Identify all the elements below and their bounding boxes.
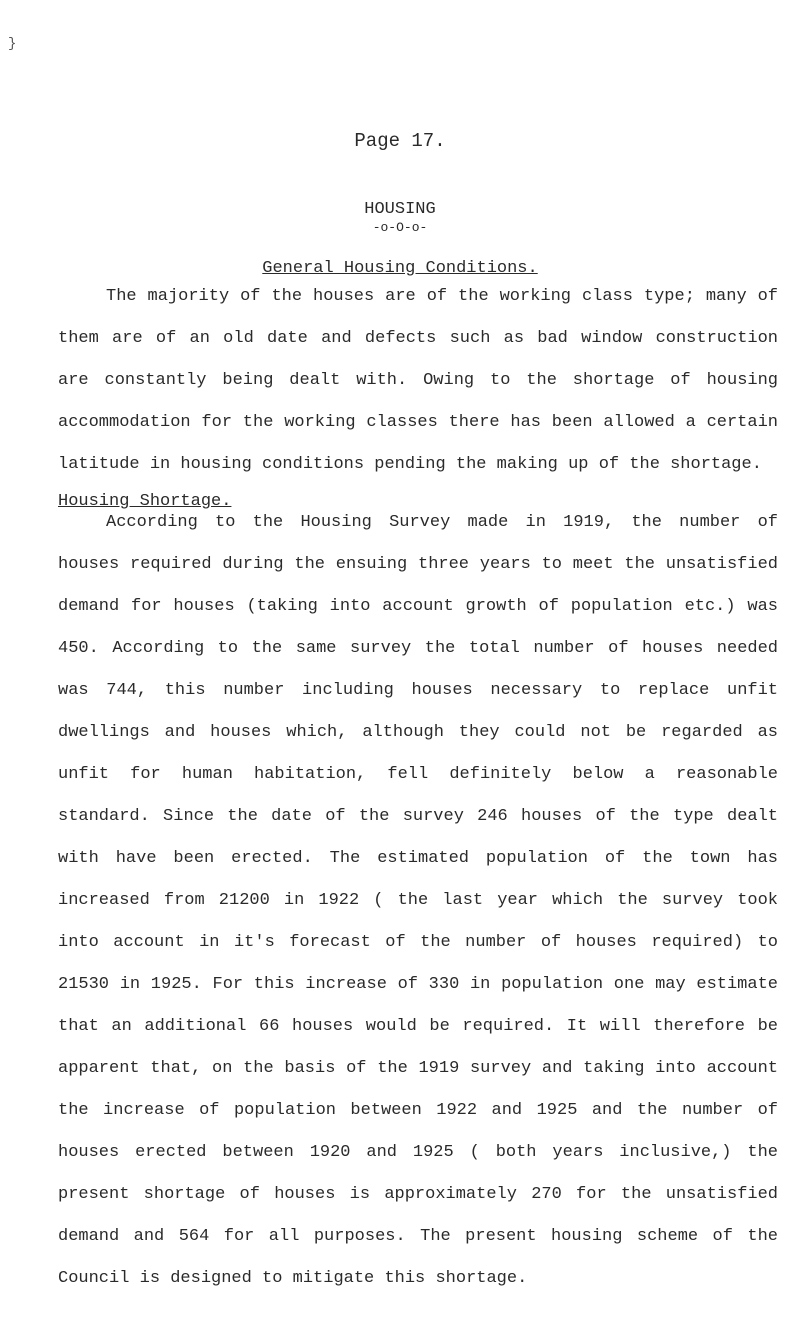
page-number: Page 17. bbox=[354, 130, 446, 152]
subsection-title: General Housing Conditions. bbox=[262, 259, 538, 278]
section-divider: -o-O-o- bbox=[372, 220, 428, 235]
section-title: HOUSING bbox=[364, 200, 436, 219]
side-heading-housing-shortage: Housing Shortage. bbox=[58, 492, 232, 511]
paragraph-housing-shortage: According to the Housing Survey made in 1919, the number of houses required during the ensuing three years to meet the unsatisfied demand for houses (taking into account growth of population etc.) was 450. According to the same survey the total number of houses needed was 744, this number including houses necessary to replace unfit dwellings and houses which, although they could not be regarded as unfit for human habitation, fell definitely below a reasonable standard. Since the date of the survey 246 houses of the type dealt with have been erected. The estimated population of the town has increased from 21200 in 1922 ( the last year which the survey took into account in it's forecast of the number of houses required) to 21530 in 1925. For this increase of 330 in population one may estimate that an additional 66 houses would be required. It will therefore be apparent that, on the basis of the 1919 survey and taking into account the increase of population between 1922 and 1925 and the number of houses erected between 1920 and 1925 ( both years inclusive,) the present shortage of houses is approximately 270 for the unsatisfied demand and 564 for all purposes. The present housing scheme of the Council is designed to mitigate this shortage. bbox=[58, 513, 778, 1288]
edge-mark: } bbox=[8, 36, 17, 52]
paragraph-general-conditions: The majority of the houses are of the working class type; many of them are of an old date and defects such as bad window construction are constantly being dealt with. Owing to the shortage of housing accommodation for the working classes there has been allowed a certain latitude in housing conditions pending the making up of the shortage. bbox=[58, 287, 778, 474]
